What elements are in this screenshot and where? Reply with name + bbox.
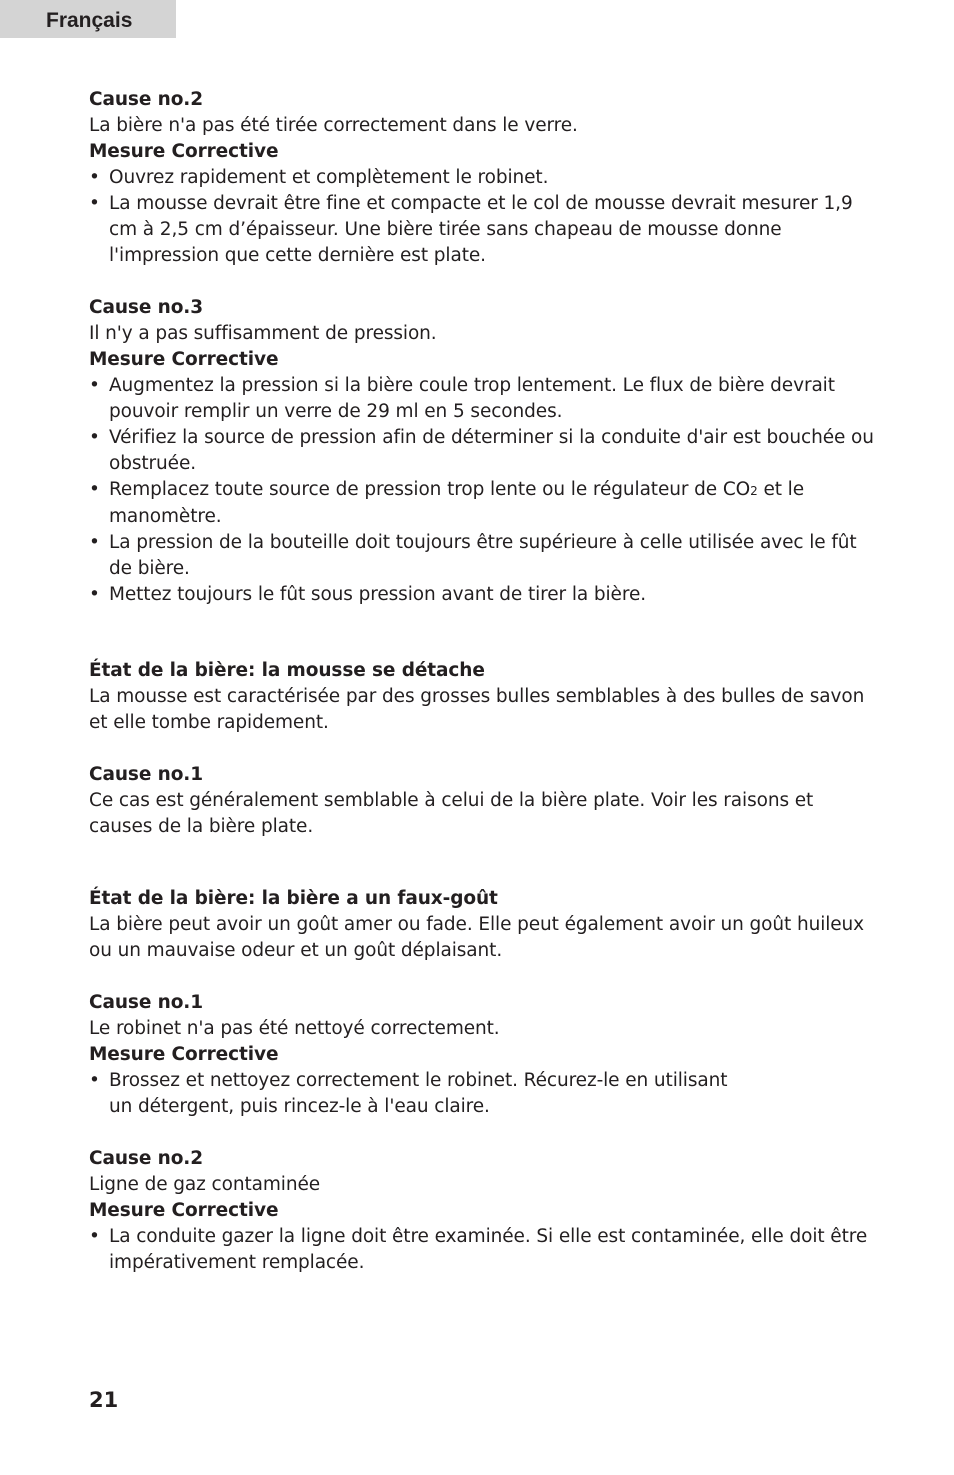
bullet-item	[89, 477, 879, 530]
bullet-text: Ouvrez rapidement et complètement le robinet.	[109, 167, 549, 188]
bullet-item	[89, 425, 879, 477]
bullet-text-tail: et le manomètre.	[109, 479, 805, 527]
bullet-icon: •	[89, 1070, 100, 1091]
bullet-item	[89, 1224, 879, 1276]
cause-description: Ligne de gaz contaminée	[89, 1174, 321, 1195]
bullet-item	[89, 582, 879, 608]
cause-heading: Cause no.2	[89, 89, 204, 110]
bullet-icon: •	[89, 479, 100, 500]
bullet-text: Augmentez la pression si la bière coule trop lentement. Le flux de bière devrait pouvoir remplir un verre de 29 ml en 5 secondes.	[109, 375, 835, 422]
cause-description: Le robinet n'a pas été nettoyé correctement.	[89, 1018, 500, 1039]
bullet-icon: •	[89, 532, 100, 553]
state-description: La bière peut avoir un goût amer ou fade. Elle peut également avoir un goût huileux ou un mauvaise odeur et un goût déplaisant.	[89, 914, 865, 961]
bullet-icon: •	[89, 427, 100, 448]
bullet-item	[89, 530, 879, 582]
document-body	[89, 87, 879, 1276]
cause-heading: Cause no.1	[89, 764, 204, 785]
state-heading: État de la bière: la bière a un faux-goût	[89, 888, 498, 909]
measure-heading: Mesure Corrective	[89, 349, 279, 370]
bullet-icon: •	[89, 584, 100, 605]
measure-heading: Mesure Corrective	[89, 141, 279, 162]
bullet-icon: •	[89, 167, 100, 188]
state-description: La mousse est caractérisée par des grosses bulles semblables à des bulles de savon et elle tombe rapidement.	[89, 686, 865, 733]
bullet-text: Remplacez toute source de pression trop lente ou le régulateur de CO	[109, 479, 751, 500]
state-heading: État de la bière: la mousse se détache	[89, 660, 485, 681]
co2-subscript: 2	[750, 484, 758, 498]
bullet-icon: •	[89, 1226, 100, 1247]
cause-description: La bière n'a pas été tirée correctement dans le verre.	[89, 115, 578, 136]
bullet-text: La conduite gazer la ligne doit être examinée. Si elle est contaminée, elle doit être impérativement remplacée.	[109, 1226, 868, 1273]
cause-heading: Cause no.2	[89, 1148, 204, 1169]
bullet-text: Mettez toujours le fût sous pression avant de tirer la bière.	[109, 584, 647, 605]
cause-heading: Cause no.1	[89, 992, 204, 1013]
bullet-icon: •	[89, 375, 100, 396]
bullet-text: Vérifiez la source de pression afin de déterminer si la conduite d'air est bouchée ou obstruée.	[109, 427, 874, 474]
page-number: 21	[89, 1388, 119, 1412]
bullet-text: Brossez et nettoyez correctement le robinet. Récurez-le en utilisant un détergent, puis rincez-le à l'eau claire.	[109, 1070, 728, 1117]
bullet-text: La pression de la bouteille doit toujours être supérieure à celle utilisée avec le fût de bière.	[109, 532, 857, 579]
cause-heading: Cause no.3	[89, 297, 204, 318]
language-tab: Français	[0, 0, 176, 38]
measure-heading: Mesure Corrective	[89, 1200, 279, 1221]
bullet-item	[89, 373, 879, 425]
cause-description: Ce cas est généralement semblable à celui de la bière plate. Voir les raisons et causes de la bière plate.	[89, 790, 814, 837]
bullet-item	[89, 1068, 749, 1120]
bullet-item	[89, 191, 879, 269]
measure-heading: Mesure Corrective	[89, 1044, 279, 1065]
bullet-item	[89, 165, 879, 191]
cause-description: Il n'y a pas suffisamment de pression.	[89, 323, 437, 344]
bullet-text: La mousse devrait être fine et compacte et le col de mousse devrait mesurer 1,9 cm à 2,5 cm d’épaisseur. Une bière tirée sans chapeau de mousse donne l'impression que cette dernière est plate.	[109, 193, 853, 266]
bullet-icon: •	[89, 193, 100, 214]
